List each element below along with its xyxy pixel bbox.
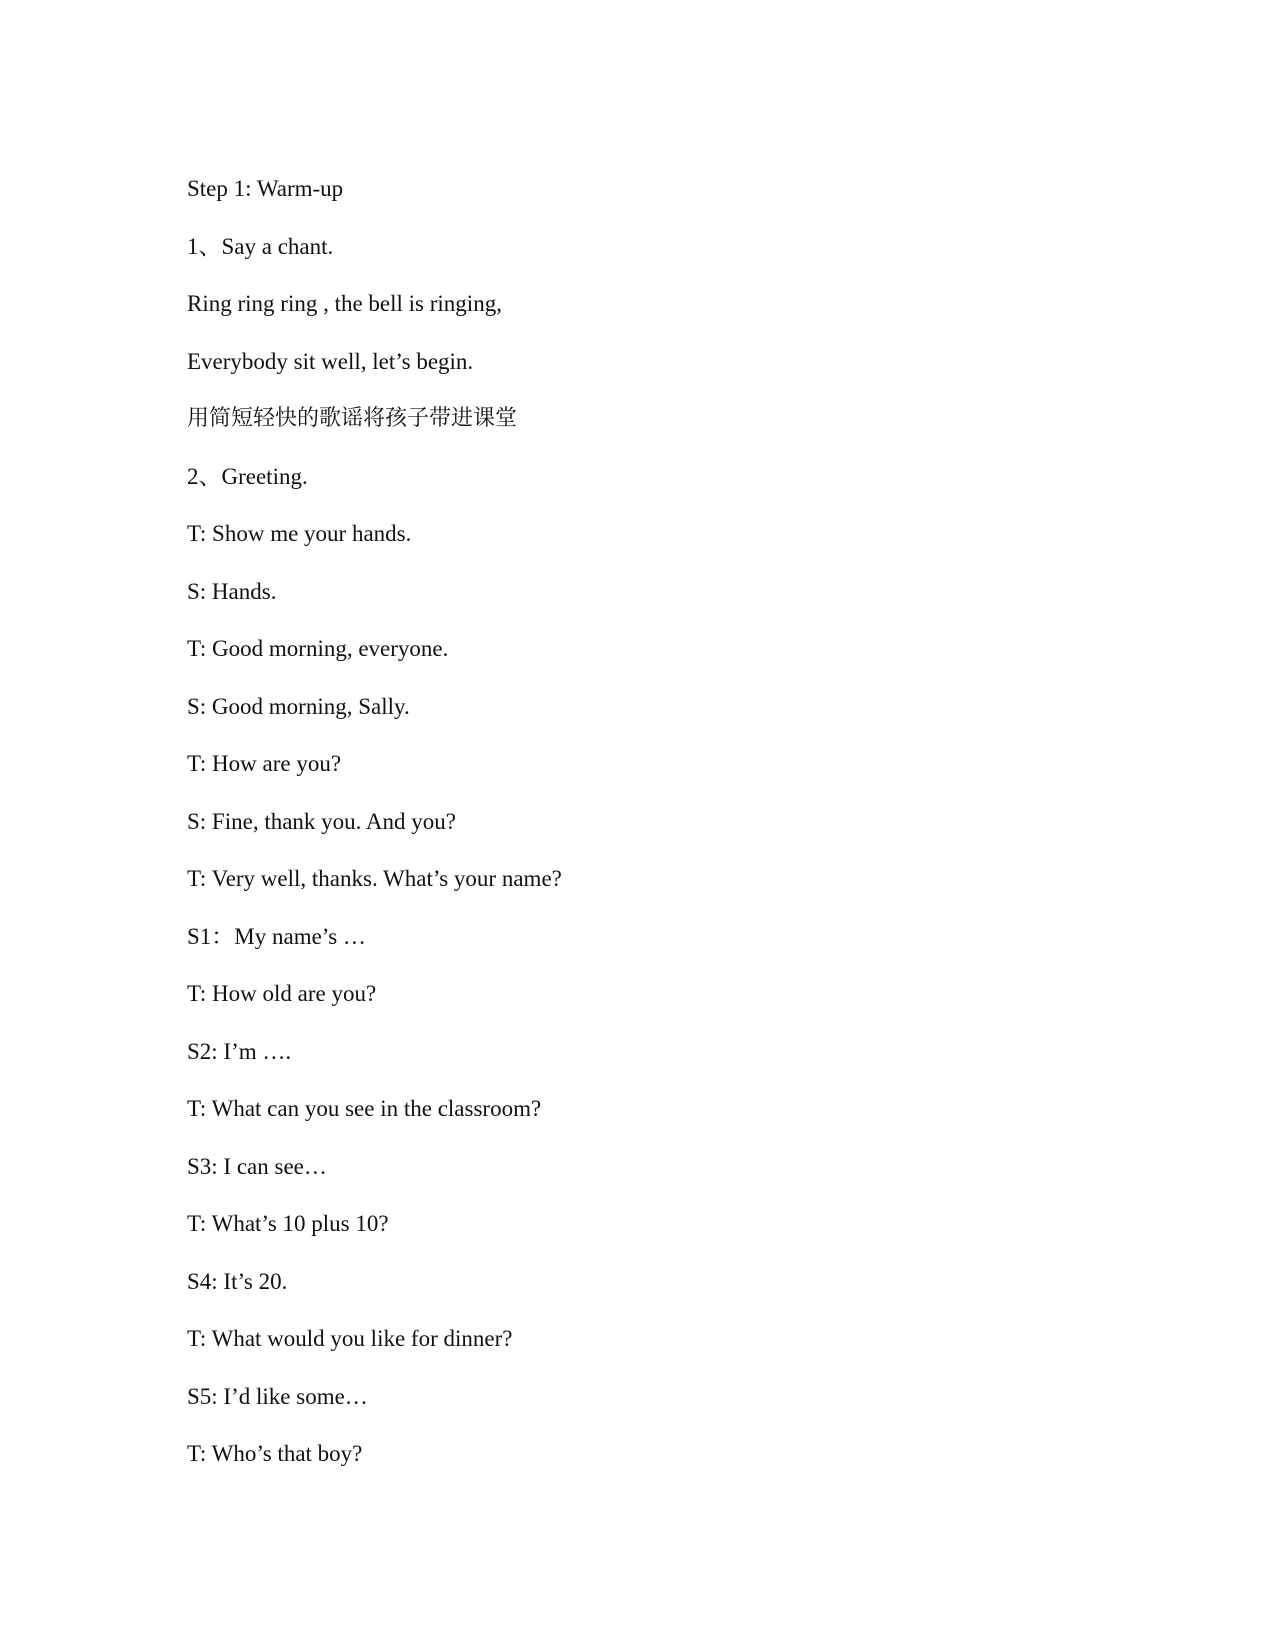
dialogue-line: T: Good morning, everyone. bbox=[187, 636, 449, 661]
dialogue-line: T: Very well, thanks. What’s your name? bbox=[187, 866, 562, 891]
dialogue-line: S: Hands. bbox=[187, 578, 277, 604]
dialogue-line: S5: I’d like some… bbox=[187, 1383, 368, 1409]
dialogue-line: T: What’s 10 plus 10? bbox=[187, 1211, 389, 1236]
chant-note: 用简短轻快的歌谣将孩子带进课堂 bbox=[187, 406, 518, 431]
dialogue-line: S2: I’m …. bbox=[187, 1038, 292, 1064]
dialogue-line: S: Good morning, Sally. bbox=[187, 693, 410, 719]
activity-title-greeting: 2、Greeting. bbox=[187, 463, 308, 489]
dialogue-line: S1：My name’s … bbox=[187, 923, 366, 949]
dialogue-line: T: Show me your hands. bbox=[187, 521, 412, 546]
dialogue-line: T: How old are you? bbox=[187, 981, 377, 1006]
document-body bbox=[187, 174, 1087, 1497]
dialogue-line: S4: It’s 20. bbox=[187, 1268, 288, 1294]
chant-line-2: Everybody sit well, let’s begin. bbox=[187, 348, 474, 374]
activity-title-chant: 1、Say a chant. bbox=[187, 233, 334, 259]
chant-line-1: Ring ring ring , the bell is ringing, bbox=[187, 291, 502, 316]
dialogue-line: T: Who’s that boy? bbox=[187, 1441, 363, 1466]
dialogue-line: S: Fine, thank you. And you? bbox=[187, 808, 456, 834]
section-heading: Step 1: Warm-up bbox=[187, 176, 344, 201]
dialogue-line: T: How are you? bbox=[187, 751, 342, 776]
dialogue-line: T: What would you like for dinner? bbox=[187, 1326, 513, 1351]
dialogue-line: S3: I can see… bbox=[187, 1153, 327, 1179]
dialogue-line: T: What can you see in the classroom? bbox=[187, 1096, 542, 1121]
